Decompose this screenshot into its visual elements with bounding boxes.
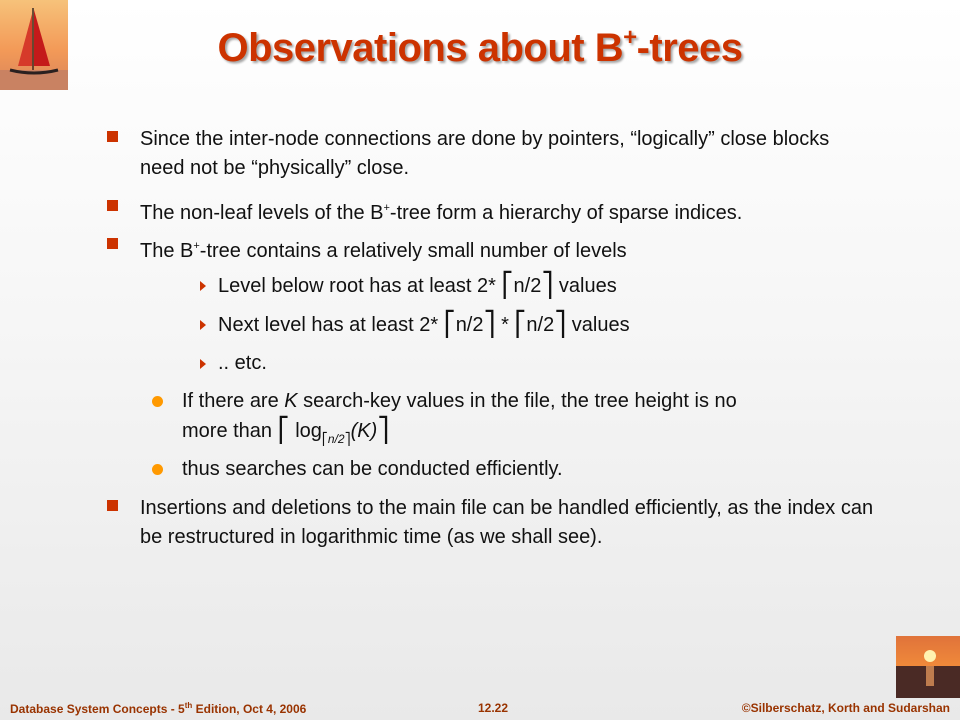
bullet-connections: Since the inter-node connections are done by pointers, “logically” close blocks need not be “physically” close. bbox=[140, 128, 830, 179]
bullet-sparse-indices: The non-leaf levels of the B+-tree form a hierarchy of sparse indices. bbox=[140, 202, 743, 224]
sub-level-below-root: Level below root has at least 2* ⎡n/2⎤ values bbox=[218, 272, 617, 299]
dot-bullet-icon bbox=[152, 464, 163, 475]
dot-efficient-search: thus searches can be conducted efficiently. bbox=[182, 458, 563, 480]
bullet-levels: The B+-tree contains a relatively small number of levels bbox=[140, 240, 627, 262]
footer-copyright: ©Silberschatz, Korth and Sudarshan bbox=[741, 701, 950, 715]
square-bullet-icon bbox=[107, 238, 118, 249]
dot-tree-height: If there are K search-key values in the file, the tree height is no more than ⎡ $\log_{⎡n/2⎤}(K)⎤$ bbox=[182, 390, 737, 446]
square-bullet-icon bbox=[107, 131, 118, 142]
square-bullet-icon bbox=[107, 200, 118, 211]
triangle-bullet-icon bbox=[200, 359, 206, 369]
triangle-bullet-icon bbox=[200, 320, 206, 330]
footer-course: Database System Concepts - 5th Edition, Oct 4, 2006 bbox=[10, 701, 307, 716]
sub-etc: .. etc. bbox=[218, 352, 267, 374]
triangle-bullet-icon bbox=[200, 281, 206, 291]
bullet-insertions-deletions: Insertions and deletions to the main file can be handled efficiently, as the index can be restructured in logarithmic time (as we shall see). bbox=[140, 497, 874, 548]
sub-next-level: Next level has at least 2* ⎡n/2⎤ * ⎡n/2⎤ values bbox=[218, 311, 630, 338]
square-bullet-icon bbox=[107, 500, 118, 511]
dot-bullet-icon bbox=[152, 396, 163, 407]
footer-page-number: 12.22 bbox=[478, 701, 509, 715]
slide-title: Observations about B+-trees bbox=[217, 24, 743, 70]
